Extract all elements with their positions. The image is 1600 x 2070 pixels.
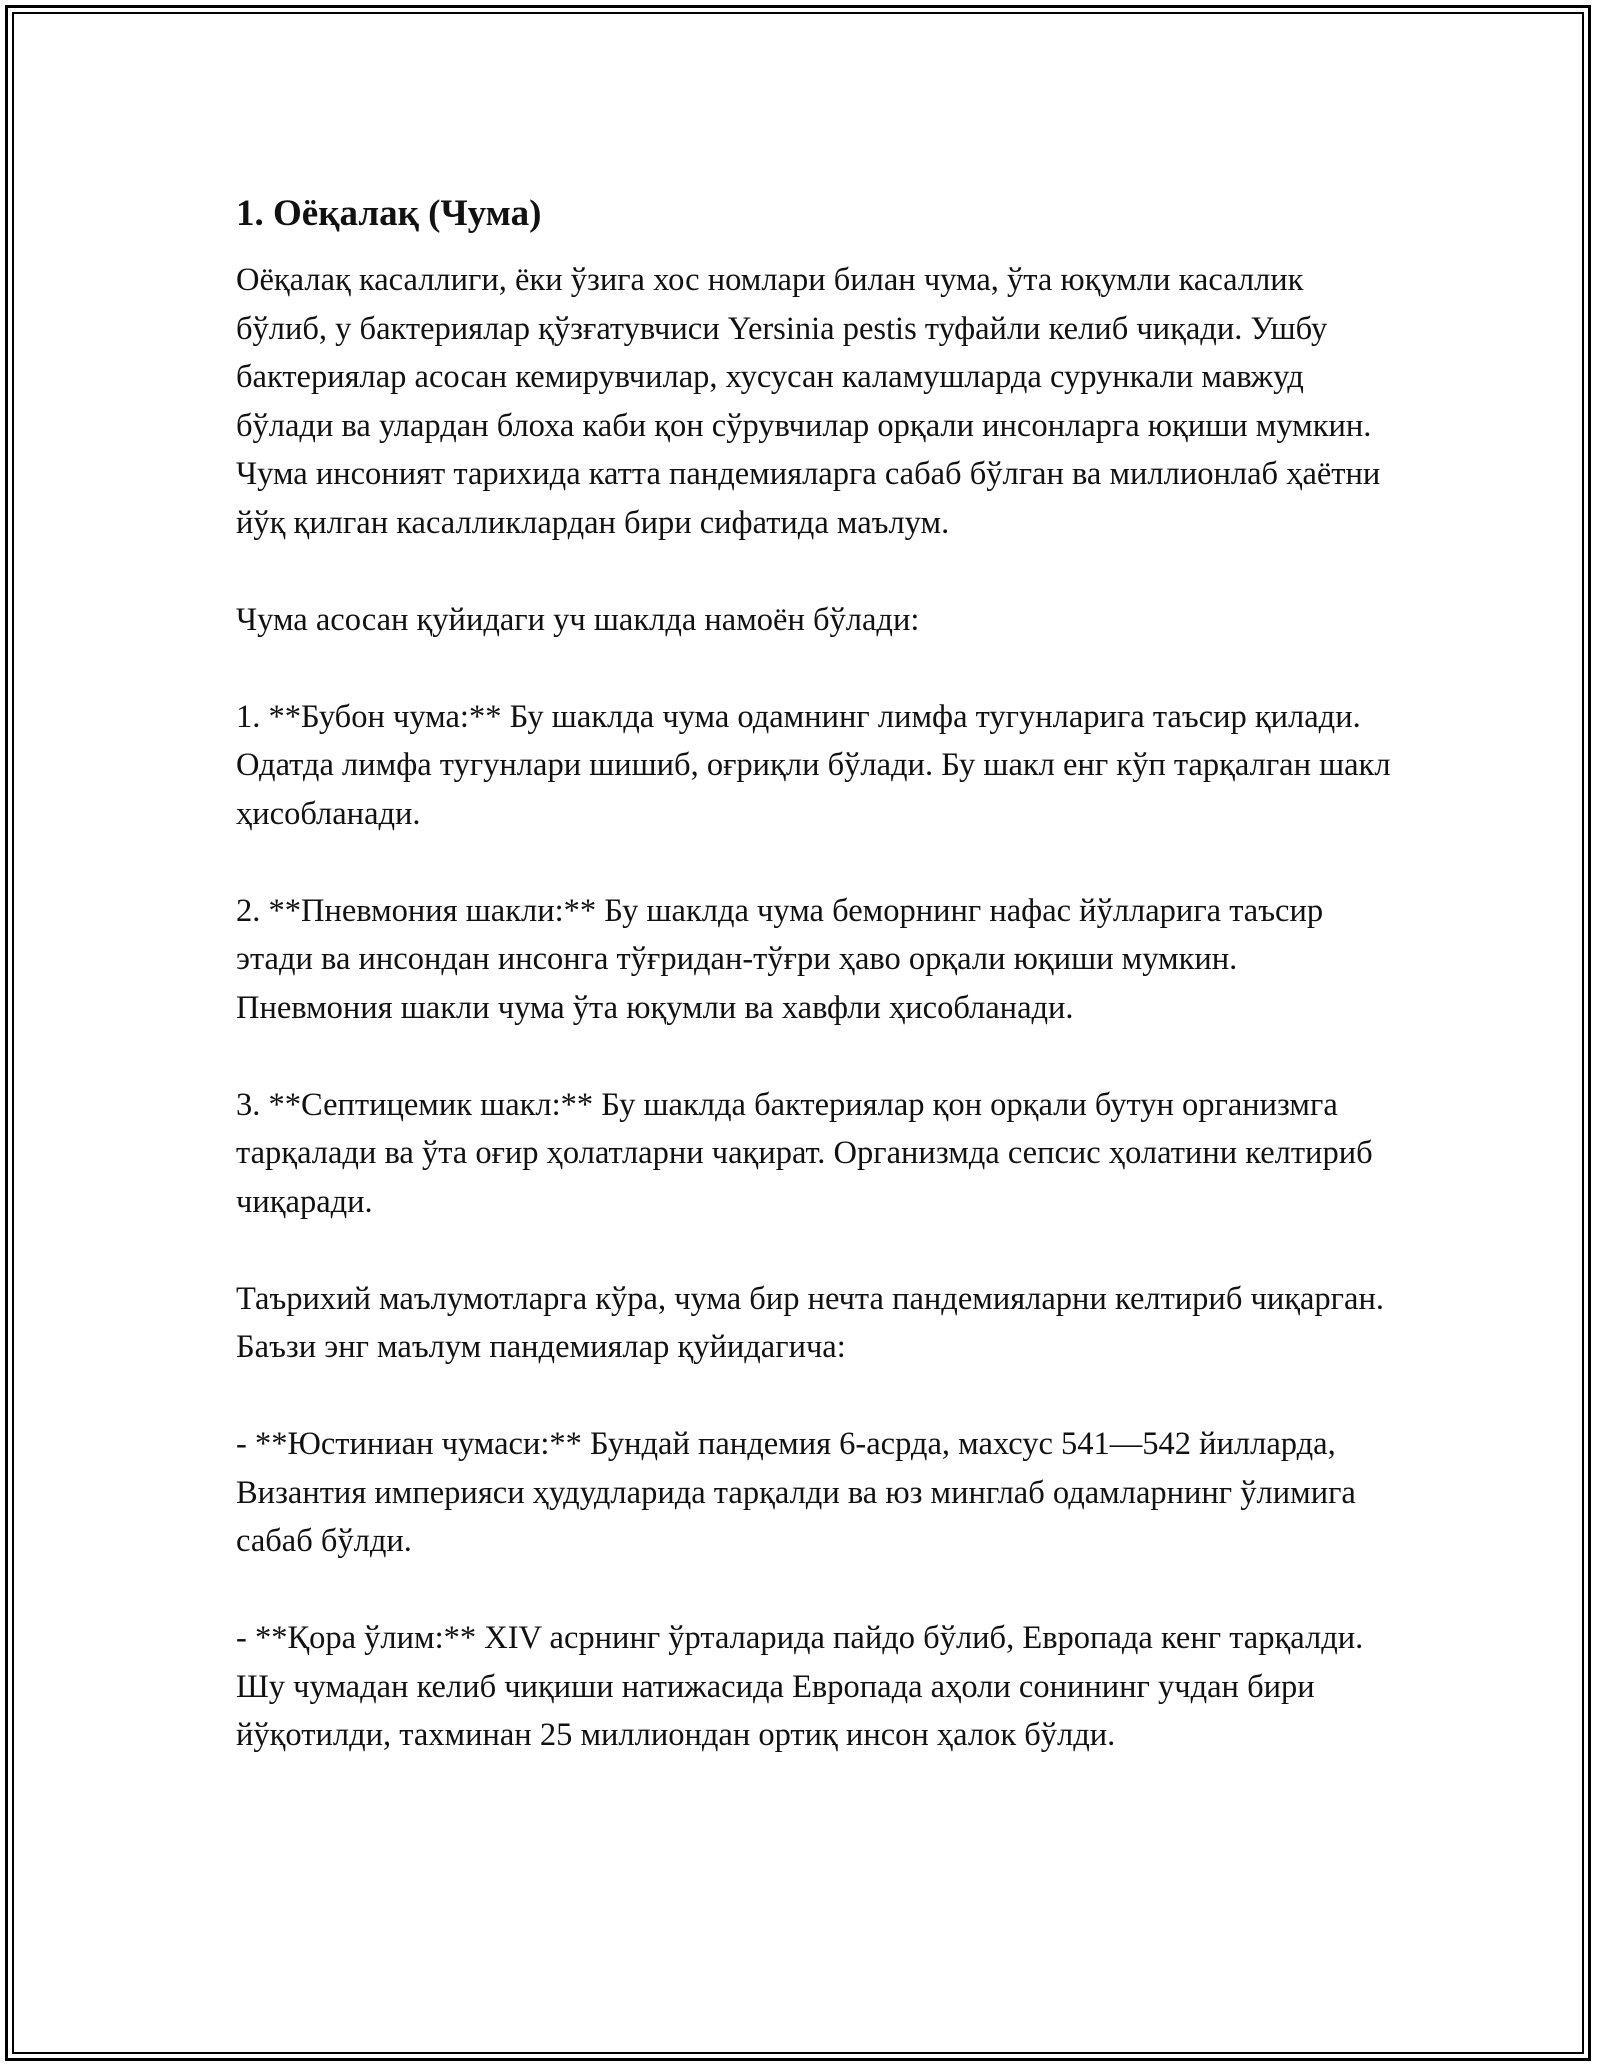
paragraph-justinian: - **Юстиниан чумаси:** Бундай пандемия 6-асрда, махсус 541—542 йилларда, Византия империяси ҳудудларида тарқалди ва юз минглаб одамларнинг ўлимига сабаб бўлди. bbox=[236, 1426, 1356, 1559]
paragraph-septicemic: 3. **Септицемик шакл:** Бу шаклда бактериялар қон орқали бутун организмга тарқалади ва ўта оғир ҳолатларни чақират. Организмда сепсис ҳолатини келтириб чиқаради. bbox=[236, 1086, 1373, 1220]
paragraph-history-intro: Таърихий маълумотларга кўра, чума бир нечта пандемияларни келтириб чиқарган. Баъзи энг маълум пандемиялар қуйидагича: bbox=[236, 1280, 1384, 1365]
paragraph-intro: Оёқалақ касаллиги, ёки ўзига хос номлари билан чума, ўта юқумли касаллик бўлиб, у бактериялар қўзғатувчиси Yersinia pestis туфайли келиб чиқади. Ушбу бактериялар асосан кемирувчилар, хусусан каламушларда сурункали мавжуд бўлади ва улардан блоха каби қон сўрувчилар орқали инсонларга юқиши мумкин. Чума инсоният тарихида катта пандемияларга сабаб бўлган ва миллионлаб ҳаётни йўқ қилган касалликлардан бири сифатида маълум. bbox=[236, 262, 1381, 541]
section-heading: 1. Оёқалақ (Чума) bbox=[236, 193, 542, 234]
paragraph-bubonic: 1. **Бубон чума:** Бу шаклда чума одамнинг лимфа тугунларига таъсир қилади. Одатда лимфа тугунлари шишиб, оғриқли бўлади. Бу шакл енг кўп тарқалган шакл ҳисобланади. bbox=[236, 698, 1391, 832]
document-body bbox=[236, 186, 1396, 1808]
paragraph-black-death: - **Қора ўлим:** XIV асрнинг ўрталарида пайдо бўлиб, Европада кенг тарқалди. Шу чумадан келиб чиқиши натижасида Европада аҳоли сонининг учдан бири йўқотилди, тахминан 25 миллиондан ортиқ инсон ҳалок бўлди. bbox=[236, 1620, 1364, 1753]
paragraph-forms-intro: Чума асосан қуйидаги уч шаклда намоён бўлади: bbox=[236, 601, 920, 638]
paragraph-pneumonic: 2. **Пневмония шакли:** Бу шаклда чума беморнинг нафас йўлларига таъсир этади ва инсондан инсонга тўғридан-тўғри ҳаво орқали юқиши мумкин. Пневмония шакли чума ўта юқумли ва хавфли ҳисобланади. bbox=[236, 892, 1324, 1026]
